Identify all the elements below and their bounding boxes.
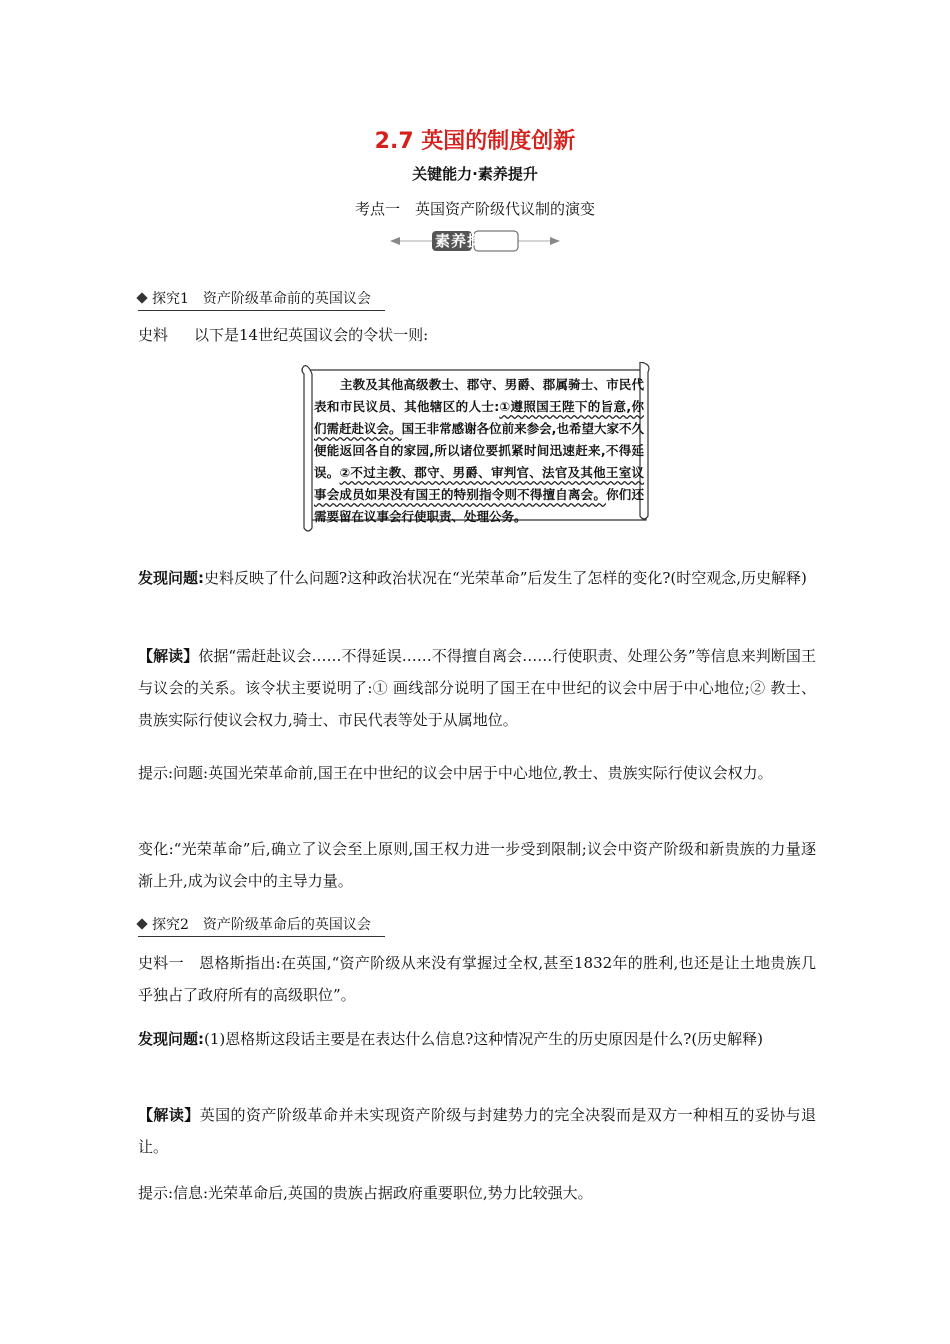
source-paragraph: 史料一 恩格斯指出:在英国,“资产阶级从来没有掌握过全权,甚至1832年的胜利,也还是让土地贵族几乎独占了政府所有的高级职位”。 [138, 954, 816, 1004]
section1-heading: 探究1 资产阶级革命前的英国议会 [138, 288, 385, 311]
question-paragraph-2: 发现问题:(1)恩格斯这段话主要是在表达什么信息?这种情况产生的历史原因是什么?(历史解释) [138, 1030, 764, 1048]
scroll-text: 主教及其他高级教士、郡守、男爵、郡属骑士、市民代表和市民议员、其他辖区的人士:①遵照国王陛下的旨意,你们需赶赴议会。国王非常感谢各位前来参会,也希望大家不久便能返回各自的家园,所以诸位要抓紧时间迅速赶来,不得延误。②不过主教、郡守、男爵、审判官、法官及其他王室议事会成员如果没有国王的特别指令则不得擅自离会。你们还需要留在议事会行使职责、处理公务。 [314, 377, 644, 524]
diamond-bullet-icon [136, 918, 147, 929]
change-paragraph: 变化:“光荣革命”后,确立了议会至上原则,国王权力进一步受到限制;议会中资产阶级和新贵族的力量逐渐上升,成为议会中的主导力量。 [138, 840, 816, 890]
section2-heading: 探究2 资产阶级革命后的英国议会 [138, 914, 385, 937]
source-line: 史料 以下是14世纪英国议会的令状一则: [138, 326, 429, 344]
hint-paragraph: 提示:问题:英国光荣革命前,国王在中世纪的议会中居于中心地位,教士、贵族实际行使议会权力。 [138, 764, 773, 782]
question-paragraph: 发现问题:史料反映了什么问题?这种政治状况在“光荣革命”后发生了怎样的变化?(时空观念,历史解释) [138, 569, 807, 587]
section-subtitle: 关键能力·素养提升 [412, 165, 538, 183]
analysis-paragraph: 【解读】依据“需赶赴议会……不得延误……不得擅自离会……行使职责、处理公务”等信息来判断国王与议会的关系。该令状主要说明了:① 画线部分说明了国王在中世纪的议会中居于中心地位;② 教士、贵族实际行使议会权力,骑士、市民代表等处于从属地位。 [138, 647, 816, 729]
diamond-bullet-icon [136, 292, 147, 303]
banner-label: 素养探究 [435, 232, 500, 250]
analysis-paragraph-2: 【解读】英国的资产阶级革命并未实现资产阶级与封建势力的完全决裂而是双方一种相互的妥协与退让。 [138, 1106, 816, 1156]
hint-paragraph-2: 提示:信息:光荣革命后,英国的贵族占据政府重要职位,势力比较强大。 [138, 1184, 593, 1202]
page-title: 2.7 英国的制度创新 [374, 129, 576, 154]
topic-heading: 考点一 英国资产阶级代议制的演变 [354, 200, 595, 218]
